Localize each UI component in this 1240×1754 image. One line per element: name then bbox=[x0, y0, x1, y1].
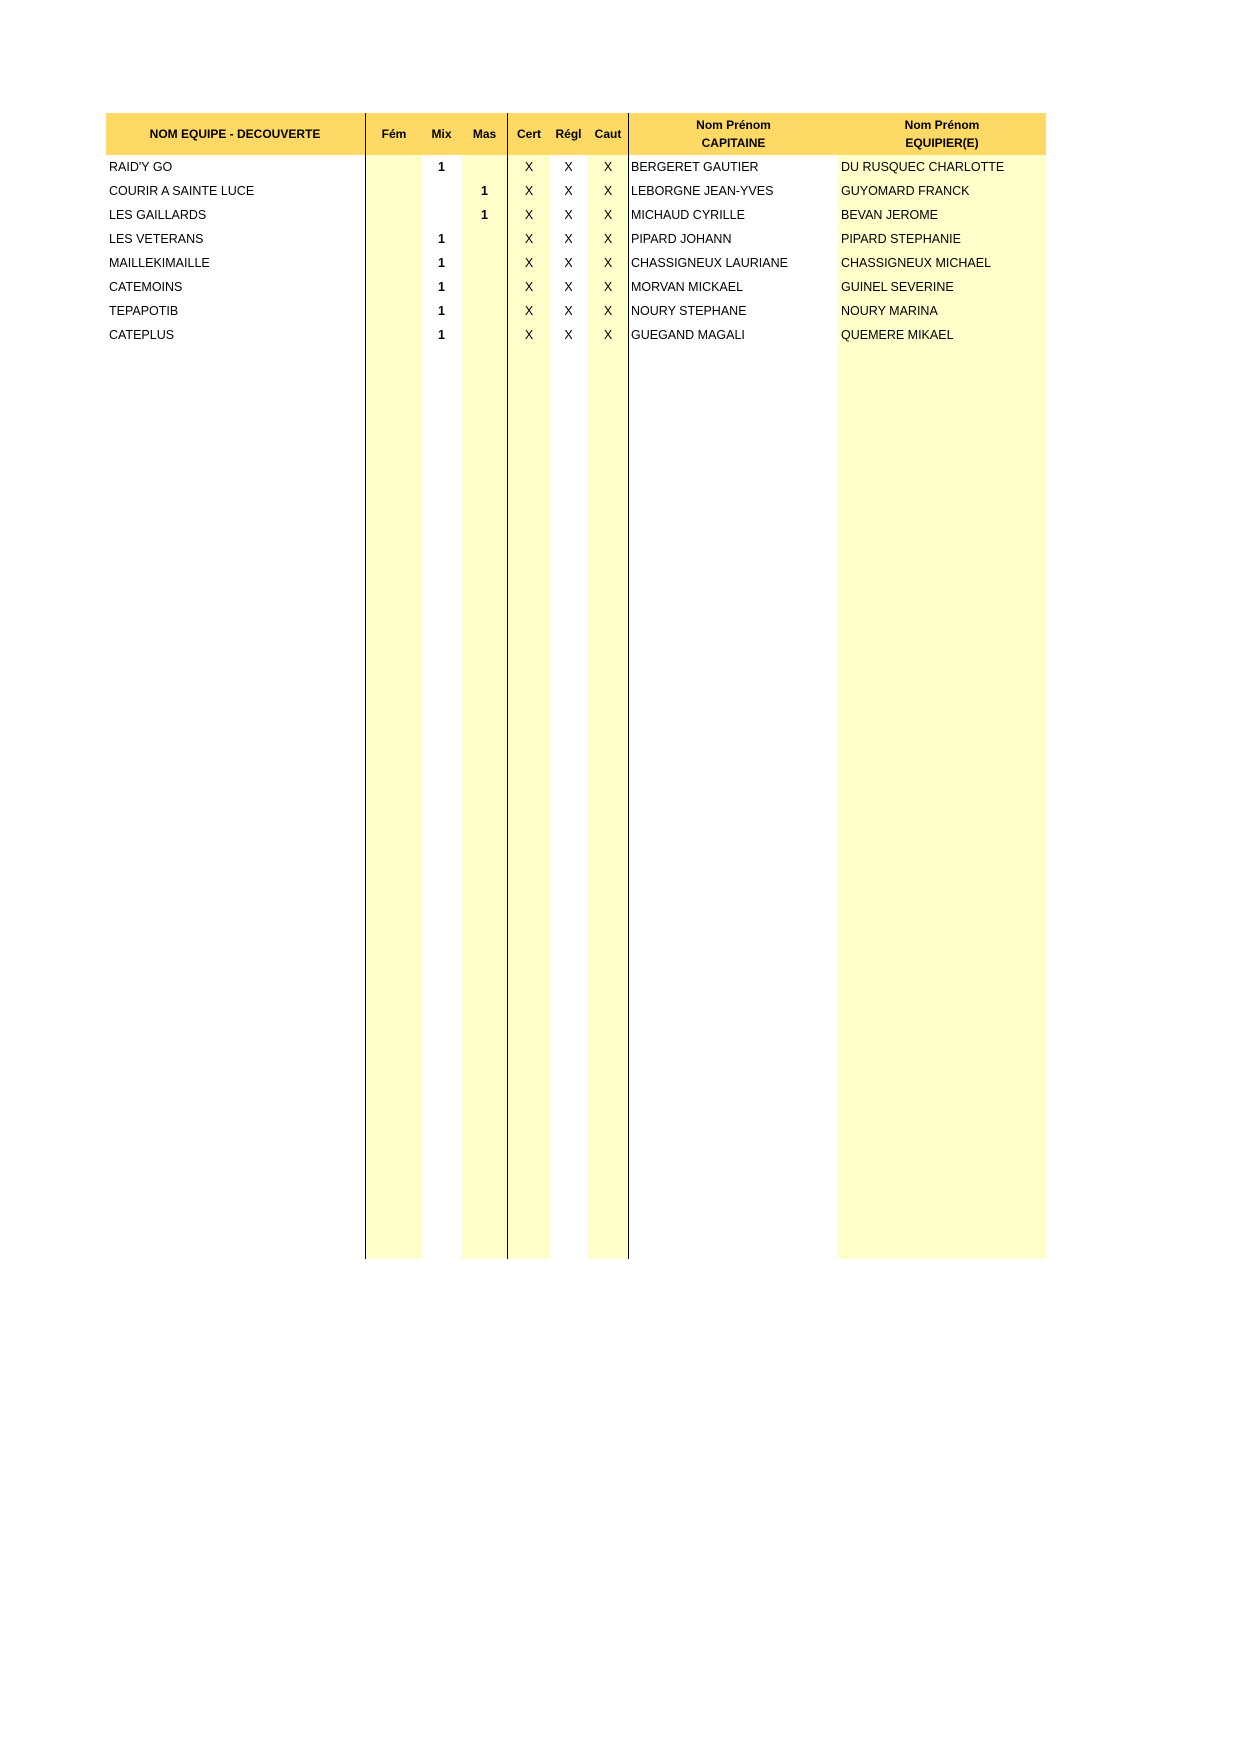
caut-value: X bbox=[603, 304, 613, 318]
mix-value: 1 bbox=[438, 232, 445, 246]
fem-value bbox=[366, 323, 422, 347]
cert-value: X bbox=[524, 232, 534, 246]
mas-value bbox=[461, 299, 508, 323]
regl-value: X bbox=[564, 184, 573, 198]
caut-value: X bbox=[603, 208, 613, 222]
mix-value: 1 bbox=[438, 280, 445, 294]
captain-name: PIPARD JOHANN bbox=[631, 232, 732, 246]
table-row bbox=[106, 275, 1046, 299]
cert-value: X bbox=[524, 208, 534, 222]
teammate-name: GUYOMARD FRANCK bbox=[841, 184, 970, 198]
caut-value: X bbox=[603, 328, 613, 342]
team-name: LES VETERANS bbox=[109, 232, 204, 246]
table-header bbox=[106, 113, 1046, 155]
mix-value: 1 bbox=[438, 328, 445, 342]
mas-value bbox=[461, 275, 508, 299]
teammate-name: BEVAN JEROME bbox=[841, 208, 939, 222]
registration-sheet bbox=[106, 113, 1046, 1259]
fem-value bbox=[366, 203, 422, 227]
fem-value bbox=[366, 179, 422, 203]
captain-name: GUEGAND MAGALI bbox=[631, 328, 745, 342]
mas-value: 1 bbox=[481, 208, 488, 222]
regl-value: X bbox=[564, 232, 573, 246]
captain-name: LEBORGNE JEAN-YVES bbox=[631, 184, 774, 198]
header-captain: Nom Prénom CAPITAINE bbox=[696, 118, 771, 150]
teammate-name: PIPARD STEPHANIE bbox=[841, 232, 961, 246]
mas-value: 1 bbox=[481, 184, 488, 198]
mas-value bbox=[461, 323, 508, 347]
fem-value bbox=[366, 155, 422, 179]
regl-value: X bbox=[564, 256, 573, 270]
team-name: CATEPLUS bbox=[109, 328, 175, 342]
table-row bbox=[106, 251, 1046, 275]
caut-value: X bbox=[603, 256, 613, 270]
cert-value: X bbox=[524, 256, 534, 270]
team-name: LES GAILLARDS bbox=[109, 208, 207, 222]
captain-name: NOURY STEPHANE bbox=[631, 304, 747, 318]
header-regl: Régl bbox=[555, 127, 582, 141]
team-name: COURIR A SAINTE LUCE bbox=[109, 184, 255, 198]
fem-value bbox=[366, 275, 422, 299]
table-row bbox=[106, 227, 1046, 251]
mas-value bbox=[461, 251, 508, 275]
regl-value: X bbox=[564, 304, 573, 318]
table-row bbox=[106, 203, 1046, 227]
caut-value: X bbox=[603, 232, 613, 246]
mas-value bbox=[461, 155, 508, 179]
caut-value: X bbox=[603, 160, 613, 174]
mas-value bbox=[461, 227, 508, 251]
team-name: MAILLEKIMAILLE bbox=[109, 256, 210, 270]
header-fem: Fém bbox=[381, 127, 407, 141]
regl-value: X bbox=[564, 280, 573, 294]
header-caut: Caut bbox=[594, 127, 622, 141]
teammate-name: GUINEL SEVERINE bbox=[841, 280, 954, 294]
mix-value bbox=[422, 203, 461, 227]
cert-value: X bbox=[524, 304, 534, 318]
captain-name: MORVAN MICKAEL bbox=[631, 280, 744, 294]
fem-value bbox=[366, 251, 422, 275]
captain-name: CHASSIGNEUX LAURIANE bbox=[631, 256, 788, 270]
fem-value bbox=[366, 299, 422, 323]
header-mix: Mix bbox=[431, 127, 452, 141]
header-cert: Cert bbox=[516, 127, 541, 141]
mix-value: 1 bbox=[438, 304, 445, 318]
team-name: CATEMOINS bbox=[109, 280, 183, 294]
teammate-name: NOURY MARINA bbox=[841, 304, 938, 318]
teammate-name: QUEMERE MIKAEL bbox=[841, 328, 954, 342]
caut-value: X bbox=[603, 280, 613, 294]
table-row bbox=[106, 155, 1046, 179]
teammate-name: DU RUSQUEC CHARLOTTE bbox=[841, 160, 1005, 174]
header-team: NOM EQUIPE - DECOUVERTE bbox=[149, 127, 321, 141]
cert-value: X bbox=[524, 280, 534, 294]
table-row bbox=[106, 179, 1046, 203]
caut-value: X bbox=[603, 184, 613, 198]
cert-value: X bbox=[524, 184, 534, 198]
fem-value bbox=[366, 227, 422, 251]
mix-value: 1 bbox=[438, 160, 445, 174]
mix-value bbox=[422, 179, 461, 203]
captain-name: MICHAUD CYRILLE bbox=[631, 208, 745, 222]
header-mas: Mas bbox=[472, 127, 497, 141]
header-teammate: Nom Prénom EQUIPIER(E) bbox=[904, 118, 980, 150]
cert-value: X bbox=[524, 328, 534, 342]
teammate-name: CHASSIGNEUX MICHAEL bbox=[841, 256, 992, 270]
cert-value: X bbox=[524, 160, 534, 174]
table-row bbox=[106, 323, 1046, 347]
mix-value: 1 bbox=[438, 256, 445, 270]
regl-value: X bbox=[564, 160, 573, 174]
team-name: TEPAPOTIB bbox=[109, 304, 179, 318]
team-name: RAID'Y GO bbox=[109, 160, 173, 174]
table-row bbox=[106, 299, 1046, 323]
captain-name: BERGERET GAUTIER bbox=[631, 160, 759, 174]
regl-value: X bbox=[564, 208, 573, 222]
regl-value: X bbox=[564, 328, 573, 342]
